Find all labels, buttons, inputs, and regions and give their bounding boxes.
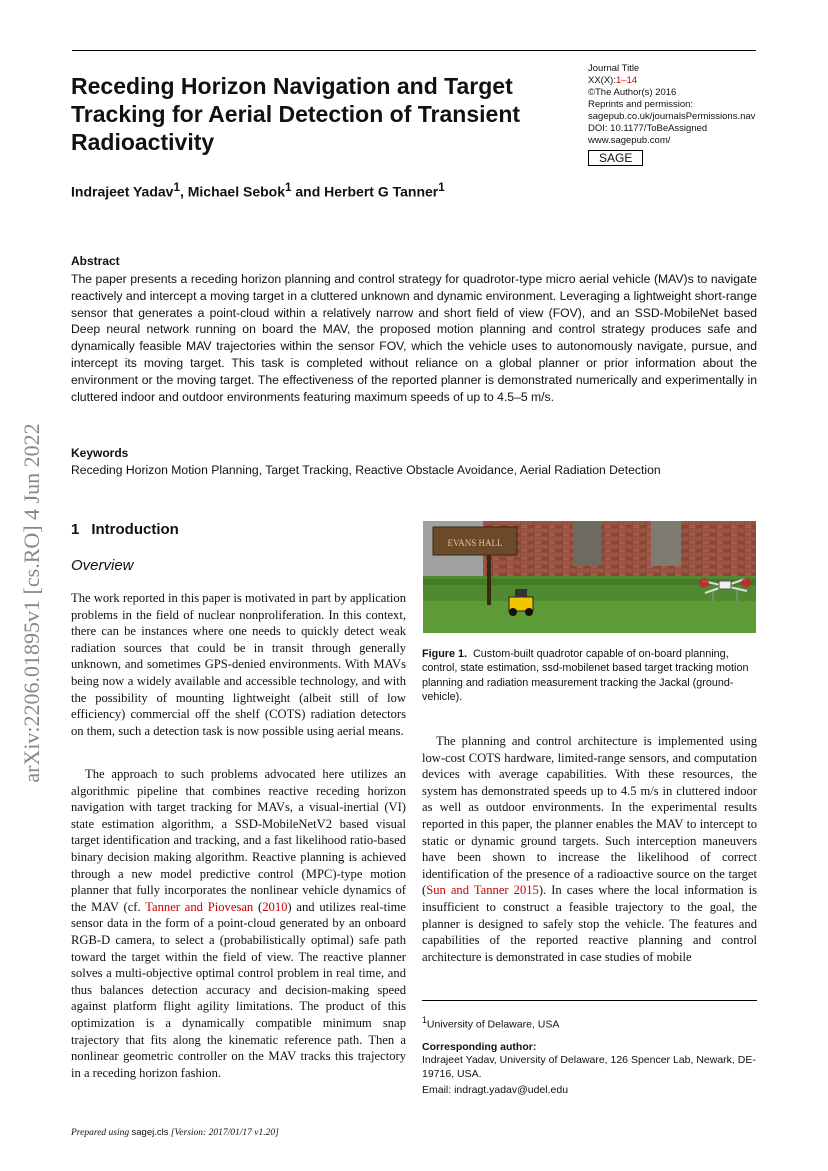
journal-copyright: ©The Author(s) 2016 — [588, 87, 677, 98]
author-name: Michael Sebok — [187, 183, 285, 200]
journal-reprints-url[interactable]: sagepub.co.uk/journalsPermissions.nav — [588, 111, 756, 122]
figure-photo — [423, 521, 756, 633]
figure-label: Figure 1. — [422, 648, 467, 660]
citation-year-link[interactable]: 2010 — [262, 899, 288, 914]
intro-paragraph-2: The approach to such problems advocated here utilizes an algorithmic pipeline that combines reactive receding horizon navigation with target tracking for MAVs, a visual-inertial (VI) state estimation algorithm, a SSD-MobileNetV2 based visual target identification and tracking, and a fast likelihood ratio-based binary decision making algorithm. Reactive planning is achieved through a new model predictive control (MPC)-type motion planner that fully incorporates the nonlinear vehicle dynamics of the MAV (cf. Tanner and Piovesan (2010) and utilizes real-time sensor data in the form of a point-cloud generated by an onboard RGB-D camera, to select a (probabilistically optimal) safe path toward the target within the field of view. The reactive planner solves a multi-objective optimal control problem in real time, and thus balances detection accuracy and decision-making speed against platform flight agility limitations. The product of this optimization is a dynamically compatible minimum snap trajectory that fits along the kinematic reference path. Then a nonlinear geometric controller on the MAV tracks this trajectory in a receding horizon fashion. — [71, 767, 407, 1080]
author-name: Herbert G Tanner — [324, 183, 439, 200]
journal-name: Journal Title — [588, 63, 640, 74]
citation-link[interactable]: Tanner and Piovesan — [145, 899, 254, 914]
abstract-text: The paper presents a receding horizon planning and control strategy for quadrotor-type micro aerial vehicle (MAV)s to navigate reactively and intercept a moving target in a cluttered unknown and dynamic environment. Leveraging a lightweight short-range sensor that generates a point-cloud within a relatively narrow and short field of view (FOV), and an SSD-MobileNet based Deep neural network running on board the MAV, the proposed motion planning and control strategy produces safe and dynamically feasible MAV trajectories within the sensor FOV, which the vehicle uses to autonomously navigate, pursue, and intercept its moving target. This task is completed without reliance on a global planner or prior information about the environment or the moving target. The effectiveness of the reported planner is demonstrated numerically and experimentally in cluttered indoor and outdoor environments featuring maximum speeds of up to 4.5–5 m/s. — [71, 272, 757, 404]
paper-title: Receding Horizon Navigation and Target Tracking for Aerial Detection of Transient Radioactivity — [71, 73, 521, 155]
corresponding-author-text: Indrajeet Yadav, University of Delaware, 126 Spencer Lab, Newark, DE-19716, USA. — [422, 1054, 756, 1080]
journal-pages-link[interactable]: 1–14 — [615, 75, 638, 86]
intro-paragraph-1: The work reported in this paper is motivated in part by application problems in the field of nuclear nonproliferation. In this context, there can be instances where one needs to quickly detect weak radiation sources that could be in transit through generally unknown, and sometimes GPS-denied environments. With MAVs being now a widely available and accessible technology, and with the possibility of mounting lightweight (albeit still of low efficiency) commercial off the shelf (COTS) radiation detectors on them, such a detection task is now possible using aerial means. — [71, 591, 406, 738]
citation-link[interactable]: Sun and Tanner 2015 — [426, 883, 539, 898]
corresponding-author-heading: Corresponding author: — [422, 1041, 537, 1053]
figure-caption: Figure 1. Custom-built quadrotor capable of on-board planning, control, state estimation, ssd-mobilenet based target tracking motion planning and radiation measurement tracking the Jackal (ground-vehicle). — [422, 648, 749, 704]
journal-doi: DOI: 10.1177/ToBeAssigned — [588, 123, 708, 134]
journal-url[interactable]: www.sagepub.com/ — [588, 135, 671, 146]
author-name: Indrajeet Yadav — [71, 183, 174, 200]
author-list: Indrajeet Yadav$^1$, Michael Sebok$^1$ and Herbert G Tanner$^1$ — [71, 181, 445, 200]
section-heading: 1 Introduction — [71, 521, 179, 538]
journal-volume: XX(X):1–14 — [588, 75, 638, 86]
corresponding-author-email[interactable]: Email: indragt.yadav@udel.edu — [422, 1084, 569, 1096]
keywords-text: Receding Horizon Motion Planning, Target Tracking, Reactive Obstacle Avoidance, Aerial Radiation Detection — [71, 463, 661, 477]
page-footer: Prepared using sagej.cls [Version: 2017/01/17 v1.20] — [71, 1127, 279, 1138]
abstract-heading: Abstract — [71, 254, 120, 268]
affiliation: $^1$University of Delaware, USA — [422, 1015, 560, 1031]
top-rule — [72, 50, 756, 51]
subsection-heading: Overview — [71, 557, 134, 574]
cls-name: sagej.cls — [131, 1127, 169, 1138]
intro-paragraph-3: The planning and control architecture is implemented using low-cost COTS hardware, limited-range sensors, and computation devices with average capabilities. With these resources, the system has demonstrated speeds up to 4.5 m/s in cluttered indoor as well as outdoor environments. In the experimental results reported in this paper, the planner enables the MAV to intercept to static or dynamic ground targets. Such interception maneuvers have been shown to increase the likelihood of correct identification of the presence of a radioactive source on the target (Sun and Tanner 2015). In cases where the local information is insufficient to construct a feasible trajectory to the goal, the planner is designed to safely stop the vehicle. The features and capabilities of the reported reactive planning and control architecture is demonstrated in case studies of mobile — [422, 734, 757, 964]
footnote-rule — [422, 1000, 757, 1001]
arxiv-stamp: arXiv:2206.01895v1 [cs.RO] 4 Jun 2022 — [19, 423, 44, 783]
keywords-heading: Keywords — [71, 446, 129, 460]
sage-badge: SAGE — [588, 150, 643, 166]
sign-text: EVANS HALL — [447, 538, 503, 548]
journal-reprints: Reprints and permission: — [588, 99, 694, 110]
journal-info — [588, 63, 768, 166]
